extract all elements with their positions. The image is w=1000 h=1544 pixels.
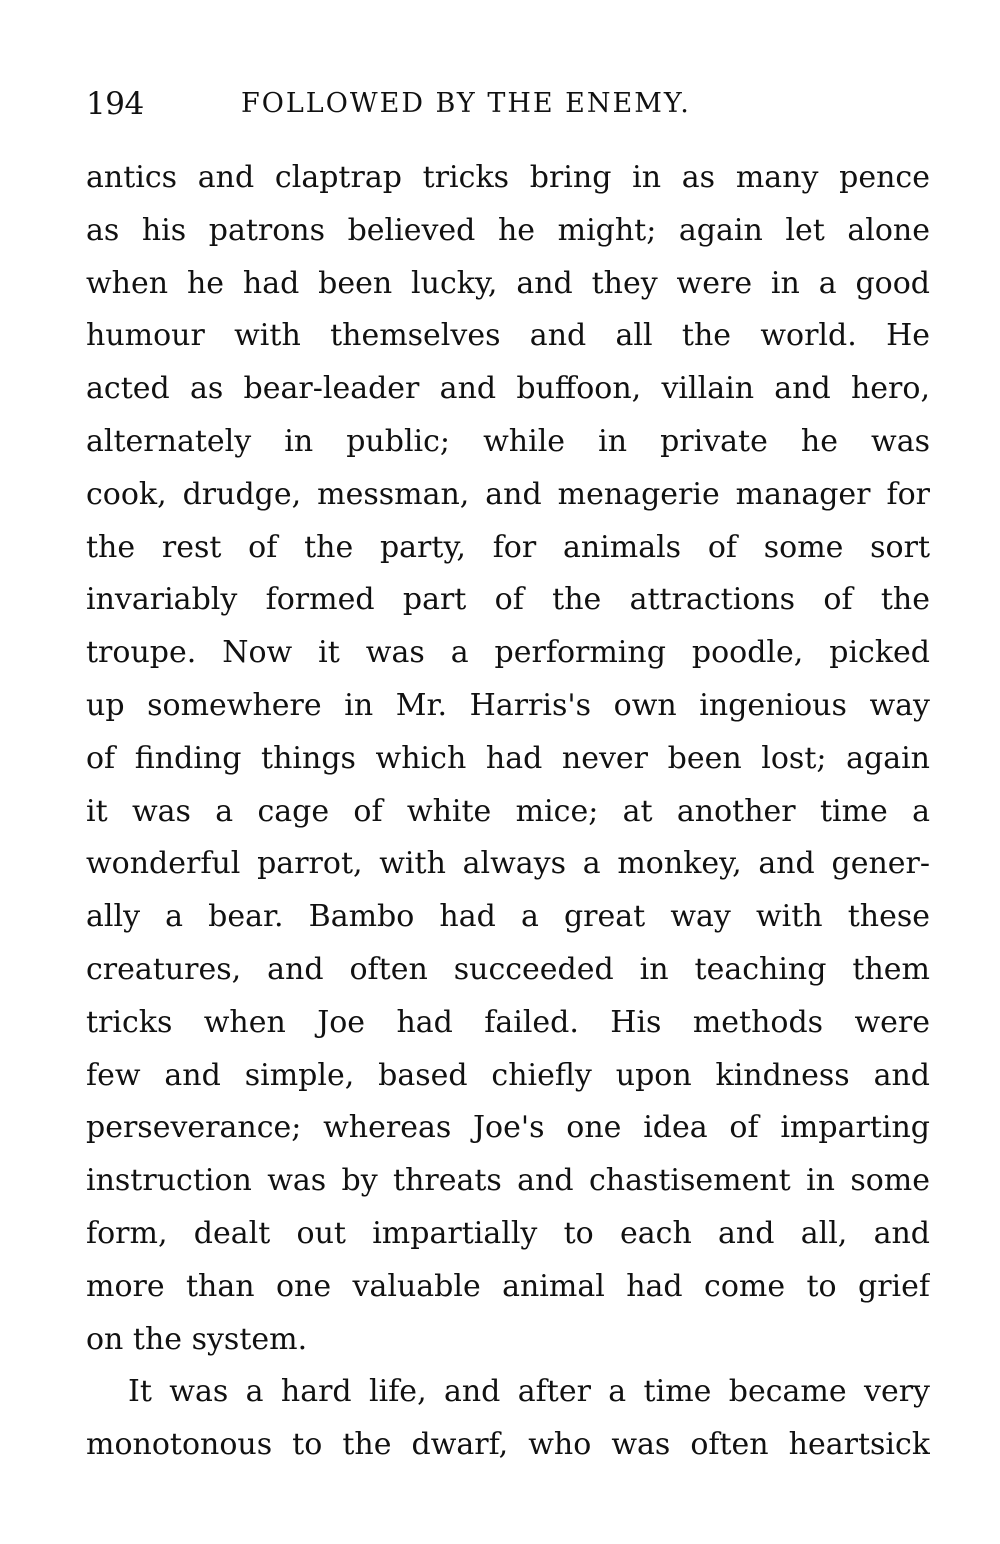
text-line: invariably formed part of the attractions of the <box>86 582 930 618</box>
text-line: more than one valuable animal had come to grief <box>86 1268 930 1304</box>
running-title: FOLLOWED BY THE ENEMY. <box>241 88 691 119</box>
page-number: 194 <box>86 86 144 122</box>
page-header <box>86 86 930 126</box>
text-line: form, dealt out impartially to each and all, and <box>86 1215 930 1251</box>
text-line: it was a cage of white mice; at another time a <box>86 793 930 829</box>
text-line: instruction was by threats and chastisement in some <box>86 1163 930 1199</box>
text-line: monotonous to the dwarf, who was often heartsick <box>86 1427 930 1463</box>
text-line: alternately in public; while in private he was <box>86 423 930 459</box>
text-line: when he had been lucky, and they were in a good <box>86 265 930 301</box>
text-line: the rest of the party, for animals of some sort <box>86 529 930 565</box>
text-line: cook, drudge, messman, and menagerie manager for <box>86 476 930 512</box>
text-line: humour with themselves and all the world. He <box>86 318 930 354</box>
text-line: up somewhere in Mr. Harris's own ingenious way <box>86 687 930 723</box>
text-line: tricks when Joe had failed. His methods were <box>86 1004 930 1040</box>
paragraph-end-line: on the system. <box>86 1321 308 1357</box>
text-line: ally a bear. Bambo had a great way with these <box>86 899 930 935</box>
paragraph-start-line: It was a hard life, and after a time became very <box>128 1374 930 1410</box>
body-text <box>86 152 930 1472</box>
text-line: perseverance; whereas Joe's one idea of imparting <box>86 1110 930 1146</box>
text-line: troupe. Now it was a performing poodle, picked <box>86 635 930 671</box>
text-line: as his patrons believed he might; again let alone <box>86 212 930 248</box>
text-line: of finding things which had never been lost; again <box>86 740 930 776</box>
text-line: creatures, and often succeeded in teaching them <box>86 951 930 987</box>
text-line: few and simple, based chiefly upon kindness and <box>86 1057 930 1093</box>
text-line: antics and claptrap tricks bring in as many pence <box>86 160 930 195</box>
text-line: acted as bear-leader and buffoon, villain and hero, <box>86 371 930 407</box>
text-line: wonderful parrot, with always a monkey, and gener- <box>86 846 930 882</box>
